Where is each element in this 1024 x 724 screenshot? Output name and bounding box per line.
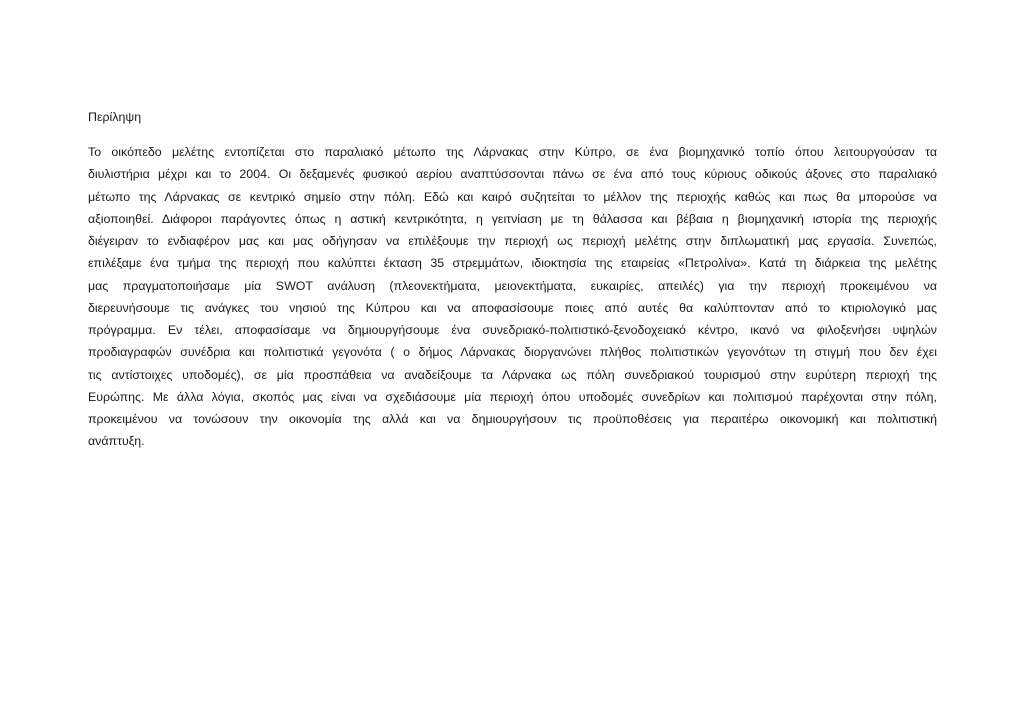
abstract-section — [88, 109, 937, 453]
paragraph-line: μέτωπο της Λάρνακας σε κεντρικό σημείο στην πόλη. Εδώ και καιρό συζητείται το μέλλον της περιοχής καθώς και πως θα μπορούσε να — [88, 189, 937, 204]
paragraph-line: τις αντίστοιχες υποδομές), σε μία προσπάθεια να αναδείξουμε τα Λάρνακα ως πόλη συνεδριακού τουρισμού στην ευρύτερη περιοχή της — [88, 367, 937, 382]
paragraph-line: ανάπτυξη. — [88, 434, 145, 449]
abstract-paragraph — [88, 141, 937, 453]
paragraph-line: διέγειραν το ενδιαφέρον μας και μας οδήγησαν να επιλέξουμε την περιοχή ως περιοχή μελέτης στην διπλωματική μας εργασία. Συνεπώς, — [88, 234, 937, 249]
paragraph-line: Ευρώπης. Με άλλα λόγια, σκοπός μας είναι να σχεδιάσουμε μία περιοχή όπου υποδομές συνεδρίων και πολιτισμού παρέχονται στην πόλη, — [88, 389, 937, 404]
paragraph-line: αξιοποιηθεί. Διάφοροι παράγοντες όπως η αστική κεντρικότητα, η γειτνίαση με τη θάλασσα και βέβαια η βιομηχανική ιστορία της περιοχής — [88, 211, 937, 226]
paragraph-line: διυλιστήρια μέχρι και το 2004. Οι δεξαμενές φυσικού αερίου αναπτύσσονται πάνω σε ένα από τους κύριους οδικούς άξονες στο παραλιακό — [88, 167, 937, 182]
paragraph-line: πρόγραμμα. Εν τέλει, αποφασίσαμε να δημιουργήσουμε ένα συνεδριακό-πολιτιστικό-ξενοδοχειακό κέντρο, ικανό να φιλοξενήσει υψηλών — [88, 323, 937, 338]
abstract-title: Περίληψη — [88, 110, 142, 124]
paragraph-line: Το οικόπεδο μελέτης εντοπίζεται στο παραλιακό μέτωπο της Λάρνακας στην Κύπρο, σε ένα βιομηχανικό τοπίο όπου λειτουργούσαν τα — [88, 145, 937, 159]
paragraph-line: προδιαγραφών συνέδρια και πολιτιστικά γεγονότα ( ο δήμος Λάρνακας διοργανώνει πλήθος πολιτιστικών γεγονότων τη στιγμή που δεν έχει — [88, 345, 937, 360]
paragraph-line: μας πραγματοποιήσαμε μία SWOT ανάλυση (πλεονεκτήματα, μειονεκτήματα, ευκαιρίες, απειλές) για την περιοχή προκειμένου να — [88, 278, 937, 293]
paragraph-line: προκειμένου να τονώσουν την οικονομία της αλλά και να δημιουργήσουν τις προϋποθέσεις για περαιτέρω οικονομική και πολιτιστική — [88, 412, 937, 427]
paragraph-line: επιλέξαμε ένα τμήμα της περιοχή που καλύπτει έκταση 35 στρεμμάτων, ιδιοκτησία της εταιρείας «Πετρολίνα». Κατά τη διάρκεια της μελέτης — [88, 256, 937, 271]
paragraph-line: διερευνήσουμε τις ανάγκες του νησιού της Κύπρου και να αποφασίσουμε ποιες από αυτές θα καλύπτονταν από το κτιριολογικό μας — [88, 300, 937, 315]
